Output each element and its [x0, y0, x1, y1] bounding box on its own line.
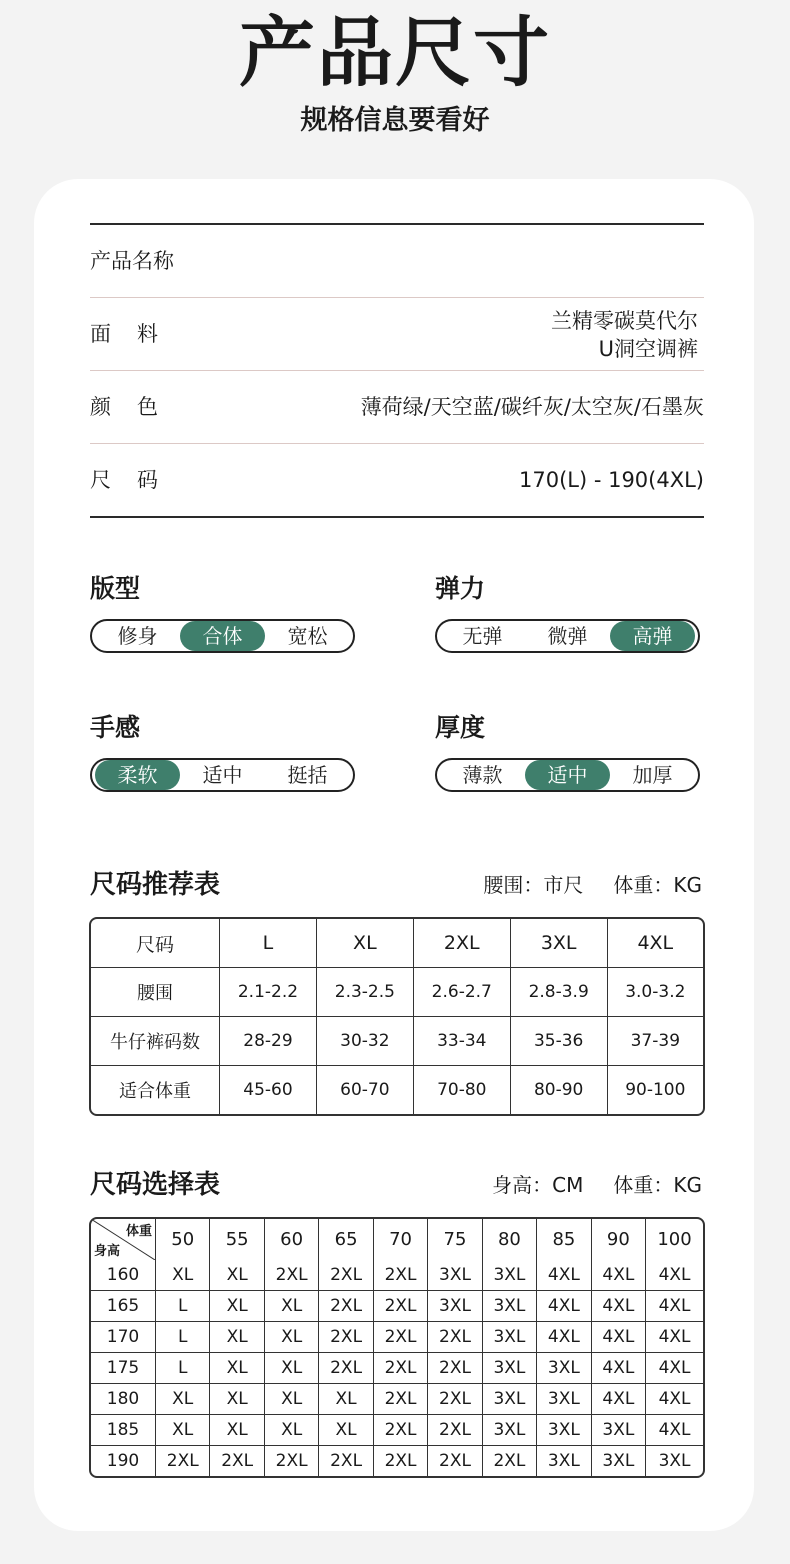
stretch-option: 无弹 — [462, 624, 503, 648]
header-cell: 3XL — [511, 919, 608, 968]
table-row — [91, 1446, 703, 1476]
size-cell: XL — [156, 1415, 210, 1446]
size-cell: XL — [265, 1322, 319, 1353]
row-label: 牛仔裤码数 — [91, 1017, 220, 1066]
size-cell: L — [156, 1291, 210, 1322]
table-cell: 30-32 — [317, 1017, 414, 1066]
size-selection-table — [89, 1217, 705, 1478]
size-cell: 2XL — [428, 1415, 482, 1446]
table-cell: 45-60 — [220, 1066, 317, 1114]
stretch-option: 高弹 — [610, 621, 695, 651]
height-cell: 165 — [91, 1291, 156, 1322]
corner-weight-label: 体重 — [125, 1224, 152, 1239]
thickness-option: 加厚 — [632, 763, 673, 787]
size-cell: 2XL — [319, 1260, 373, 1291]
size-cell: 2XL — [319, 1322, 373, 1353]
size-cell: 3XL — [428, 1260, 482, 1291]
size-cell: 3XL — [483, 1291, 537, 1322]
size-cell: 2XL — [319, 1353, 373, 1384]
size-cell: 3XL — [592, 1446, 646, 1476]
info-value: 薄荷绿/天空蓝/碳纤灰/太空灰/石墨灰 — [360, 395, 704, 419]
size-cell: XL — [319, 1384, 373, 1415]
weight-header-cell: 65 — [319, 1219, 373, 1260]
size-cell: 4XL — [646, 1415, 703, 1446]
info-row-name — [90, 225, 704, 298]
size-cell: 2XL — [319, 1291, 373, 1322]
header-cell: XL — [317, 919, 414, 968]
size-cell: 4XL — [646, 1353, 703, 1384]
weight-header-cell: 55 — [210, 1219, 264, 1260]
size-cell: 2XL — [374, 1291, 428, 1322]
size-cell: XL — [156, 1260, 210, 1291]
attr-title-stretch: 弹力 — [435, 574, 486, 603]
size-cell: 2XL — [374, 1353, 428, 1384]
fabric-line-2: U洞空调裤 — [598, 337, 698, 361]
size-cell: 2XL — [374, 1415, 428, 1446]
weight-unit-note: 体重：KG — [613, 1173, 702, 1197]
weight-header-cell: 90 — [592, 1219, 646, 1260]
height-cell: 170 — [91, 1322, 156, 1353]
fit-option: 修身 — [117, 624, 158, 648]
weight-header-cell: 85 — [537, 1219, 591, 1260]
fit-option: 宽松 — [287, 624, 328, 648]
height-cell: 185 — [91, 1415, 156, 1446]
row-label: 腰围 — [91, 968, 220, 1017]
size-cell: XL — [210, 1322, 264, 1353]
header-cell: 4XL — [608, 919, 703, 968]
weight-header-cell: 60 — [265, 1219, 319, 1260]
info-value — [551, 307, 698, 363]
attr-title-fit: 版型 — [90, 574, 141, 603]
info-label: 面料 — [90, 322, 184, 346]
size-cell: 2XL — [265, 1260, 319, 1291]
size-cell: XL — [319, 1415, 373, 1446]
feel-option: 适中 — [202, 763, 243, 787]
weight-header-cell: 70 — [374, 1219, 428, 1260]
thickness-selector — [435, 758, 700, 792]
size-cell: 3XL — [428, 1291, 482, 1322]
table-cell: 3.0-3.2 — [608, 968, 703, 1017]
size-cell: XL — [265, 1415, 319, 1446]
info-label: 颜色 — [90, 395, 184, 419]
size-cell: 3XL — [483, 1384, 537, 1415]
size-cell: 2XL — [374, 1322, 428, 1353]
feel-selector — [90, 758, 355, 792]
table-row — [91, 1353, 703, 1384]
size-cell: 3XL — [537, 1446, 591, 1476]
waist-unit-note: 腰围：市尺 — [483, 873, 584, 897]
info-label: 尺码 — [90, 468, 184, 492]
spec-card — [34, 179, 754, 1531]
weight-header-cell: 75 — [428, 1219, 482, 1260]
size-cell: XL — [210, 1353, 264, 1384]
size-cell: XL — [265, 1384, 319, 1415]
size-cell: XL — [210, 1384, 264, 1415]
header-cell: 尺码 — [91, 919, 220, 968]
table-header-row — [91, 919, 703, 968]
size-cell: 2XL — [265, 1446, 319, 1476]
size-cell: 2XL — [210, 1446, 264, 1476]
table-cell: 90-100 — [625, 1080, 686, 1100]
size-cell: 2XL — [428, 1446, 482, 1476]
info-row-size — [90, 444, 704, 516]
table-cell: 60-70 — [317, 1066, 414, 1114]
attr-title-feel: 手感 — [90, 713, 141, 742]
size-cell: 4XL — [592, 1291, 646, 1322]
weight-header-cell: 100 — [657, 1229, 692, 1250]
table-cell: 33-34 — [414, 1017, 511, 1066]
fit-option: 合体 — [180, 621, 265, 651]
height-cell: 180 — [91, 1384, 156, 1415]
fabric-line-1: 兰精零碳莫代尔 — [551, 309, 698, 333]
table-row — [91, 1415, 703, 1446]
size-cell: 4XL — [592, 1384, 646, 1415]
size-cell: 2XL — [319, 1446, 373, 1476]
table-row — [91, 1260, 703, 1291]
table-cell: 37-39 — [608, 1017, 703, 1066]
selection-title: 尺码选择表 — [90, 1170, 221, 1200]
size-recommend-table — [89, 917, 705, 1116]
table-row — [91, 1291, 703, 1322]
size-cell: 2XL — [156, 1446, 210, 1476]
size-cell: 3XL — [483, 1415, 537, 1446]
size-cell: 3XL — [658, 1451, 691, 1471]
size-cell: XL — [210, 1415, 264, 1446]
table-cell: 35-36 — [511, 1017, 608, 1066]
size-cell: 3XL — [483, 1353, 537, 1384]
table-cell: 2.3-2.5 — [317, 968, 414, 1017]
fit-selector — [90, 619, 355, 653]
size-cell: 3XL — [483, 1260, 537, 1291]
size-cell: 3XL — [483, 1322, 537, 1353]
table-cell: 28-29 — [220, 1017, 317, 1066]
size-cell: 4XL — [537, 1260, 591, 1291]
size-cell: 2XL — [428, 1353, 482, 1384]
thickness-option: 适中 — [525, 760, 610, 790]
weight-unit-note: 体重：KG — [613, 873, 702, 897]
table-row — [91, 1322, 703, 1353]
size-cell: 3XL — [537, 1384, 591, 1415]
size-cell: 4XL — [646, 1322, 703, 1353]
size-cell: 4XL — [592, 1260, 646, 1291]
stretch-option: 微弹 — [547, 624, 588, 648]
stretch-selector — [435, 619, 700, 653]
size-cell: XL — [265, 1353, 319, 1384]
row-label: 适合体重 — [91, 1066, 220, 1114]
corner-cell — [91, 1219, 156, 1260]
selection-note — [462, 1169, 702, 1198]
attr-title-thickness: 厚度 — [435, 713, 486, 742]
table-row — [91, 1384, 703, 1415]
table-cell: 80-90 — [511, 1066, 608, 1114]
size-cell: 4XL — [646, 1384, 703, 1415]
table-row — [91, 1066, 703, 1114]
height-unit-note: 身高：CM — [492, 1173, 584, 1197]
size-cell: XL — [210, 1291, 264, 1322]
size-cell: L — [156, 1322, 210, 1353]
page-title: 产品尺寸 — [239, 8, 551, 97]
size-cell: 2XL — [483, 1446, 537, 1476]
size-cell: 4XL — [592, 1353, 646, 1384]
corner-height-label: 身高 — [94, 1244, 121, 1259]
table-row — [91, 968, 703, 1017]
table-header-row — [91, 1219, 703, 1260]
weight-header-cell: 80 — [483, 1219, 537, 1260]
height-cell: 190 — [91, 1446, 156, 1476]
height-cell: 175 — [91, 1353, 156, 1384]
size-cell: XL — [210, 1260, 264, 1291]
size-cell: 4XL — [646, 1260, 703, 1291]
size-cell: XL — [156, 1384, 210, 1415]
header-cell: 2XL — [414, 919, 511, 968]
table-cell: 2.8-3.9 — [511, 968, 608, 1017]
size-cell: 3XL — [537, 1415, 591, 1446]
thickness-option: 薄款 — [462, 763, 503, 787]
table-row — [91, 1017, 703, 1066]
size-cell: 3XL — [592, 1415, 646, 1446]
size-cell: 4XL — [646, 1291, 703, 1322]
size-cell: 2XL — [374, 1384, 428, 1415]
feel-option: 挺括 — [287, 763, 328, 787]
table-cell: 2.6-2.7 — [414, 968, 511, 1017]
info-row-fabric — [90, 298, 704, 371]
size-cell: 2XL — [374, 1260, 428, 1291]
size-cell: XL — [265, 1291, 319, 1322]
info-label: 产品名称 — [90, 249, 174, 273]
size-cell: 4XL — [592, 1322, 646, 1353]
size-cell: 3XL — [537, 1353, 591, 1384]
table-cell: 70-80 — [414, 1066, 511, 1114]
size-cell: L — [156, 1353, 210, 1384]
info-row-color — [90, 371, 704, 444]
height-cell: 160 — [91, 1260, 156, 1291]
size-cell: 2XL — [428, 1322, 482, 1353]
recommend-title: 尺码推荐表 — [90, 870, 221, 900]
size-cell: 4XL — [537, 1291, 591, 1322]
header-cell: L — [220, 919, 317, 968]
table-cell: 2.1-2.2 — [220, 968, 317, 1017]
weight-header-cell: 50 — [156, 1219, 210, 1260]
info-table — [90, 223, 704, 518]
size-cell: 4XL — [537, 1322, 591, 1353]
info-value: 170(L) - 190(4XL) — [518, 468, 704, 492]
feel-option: 柔软 — [95, 760, 180, 790]
page-subtitle: 规格信息要看好 — [300, 105, 490, 136]
size-cell: 2XL — [374, 1446, 428, 1476]
recommend-note — [453, 869, 702, 898]
size-cell: 2XL — [428, 1384, 482, 1415]
